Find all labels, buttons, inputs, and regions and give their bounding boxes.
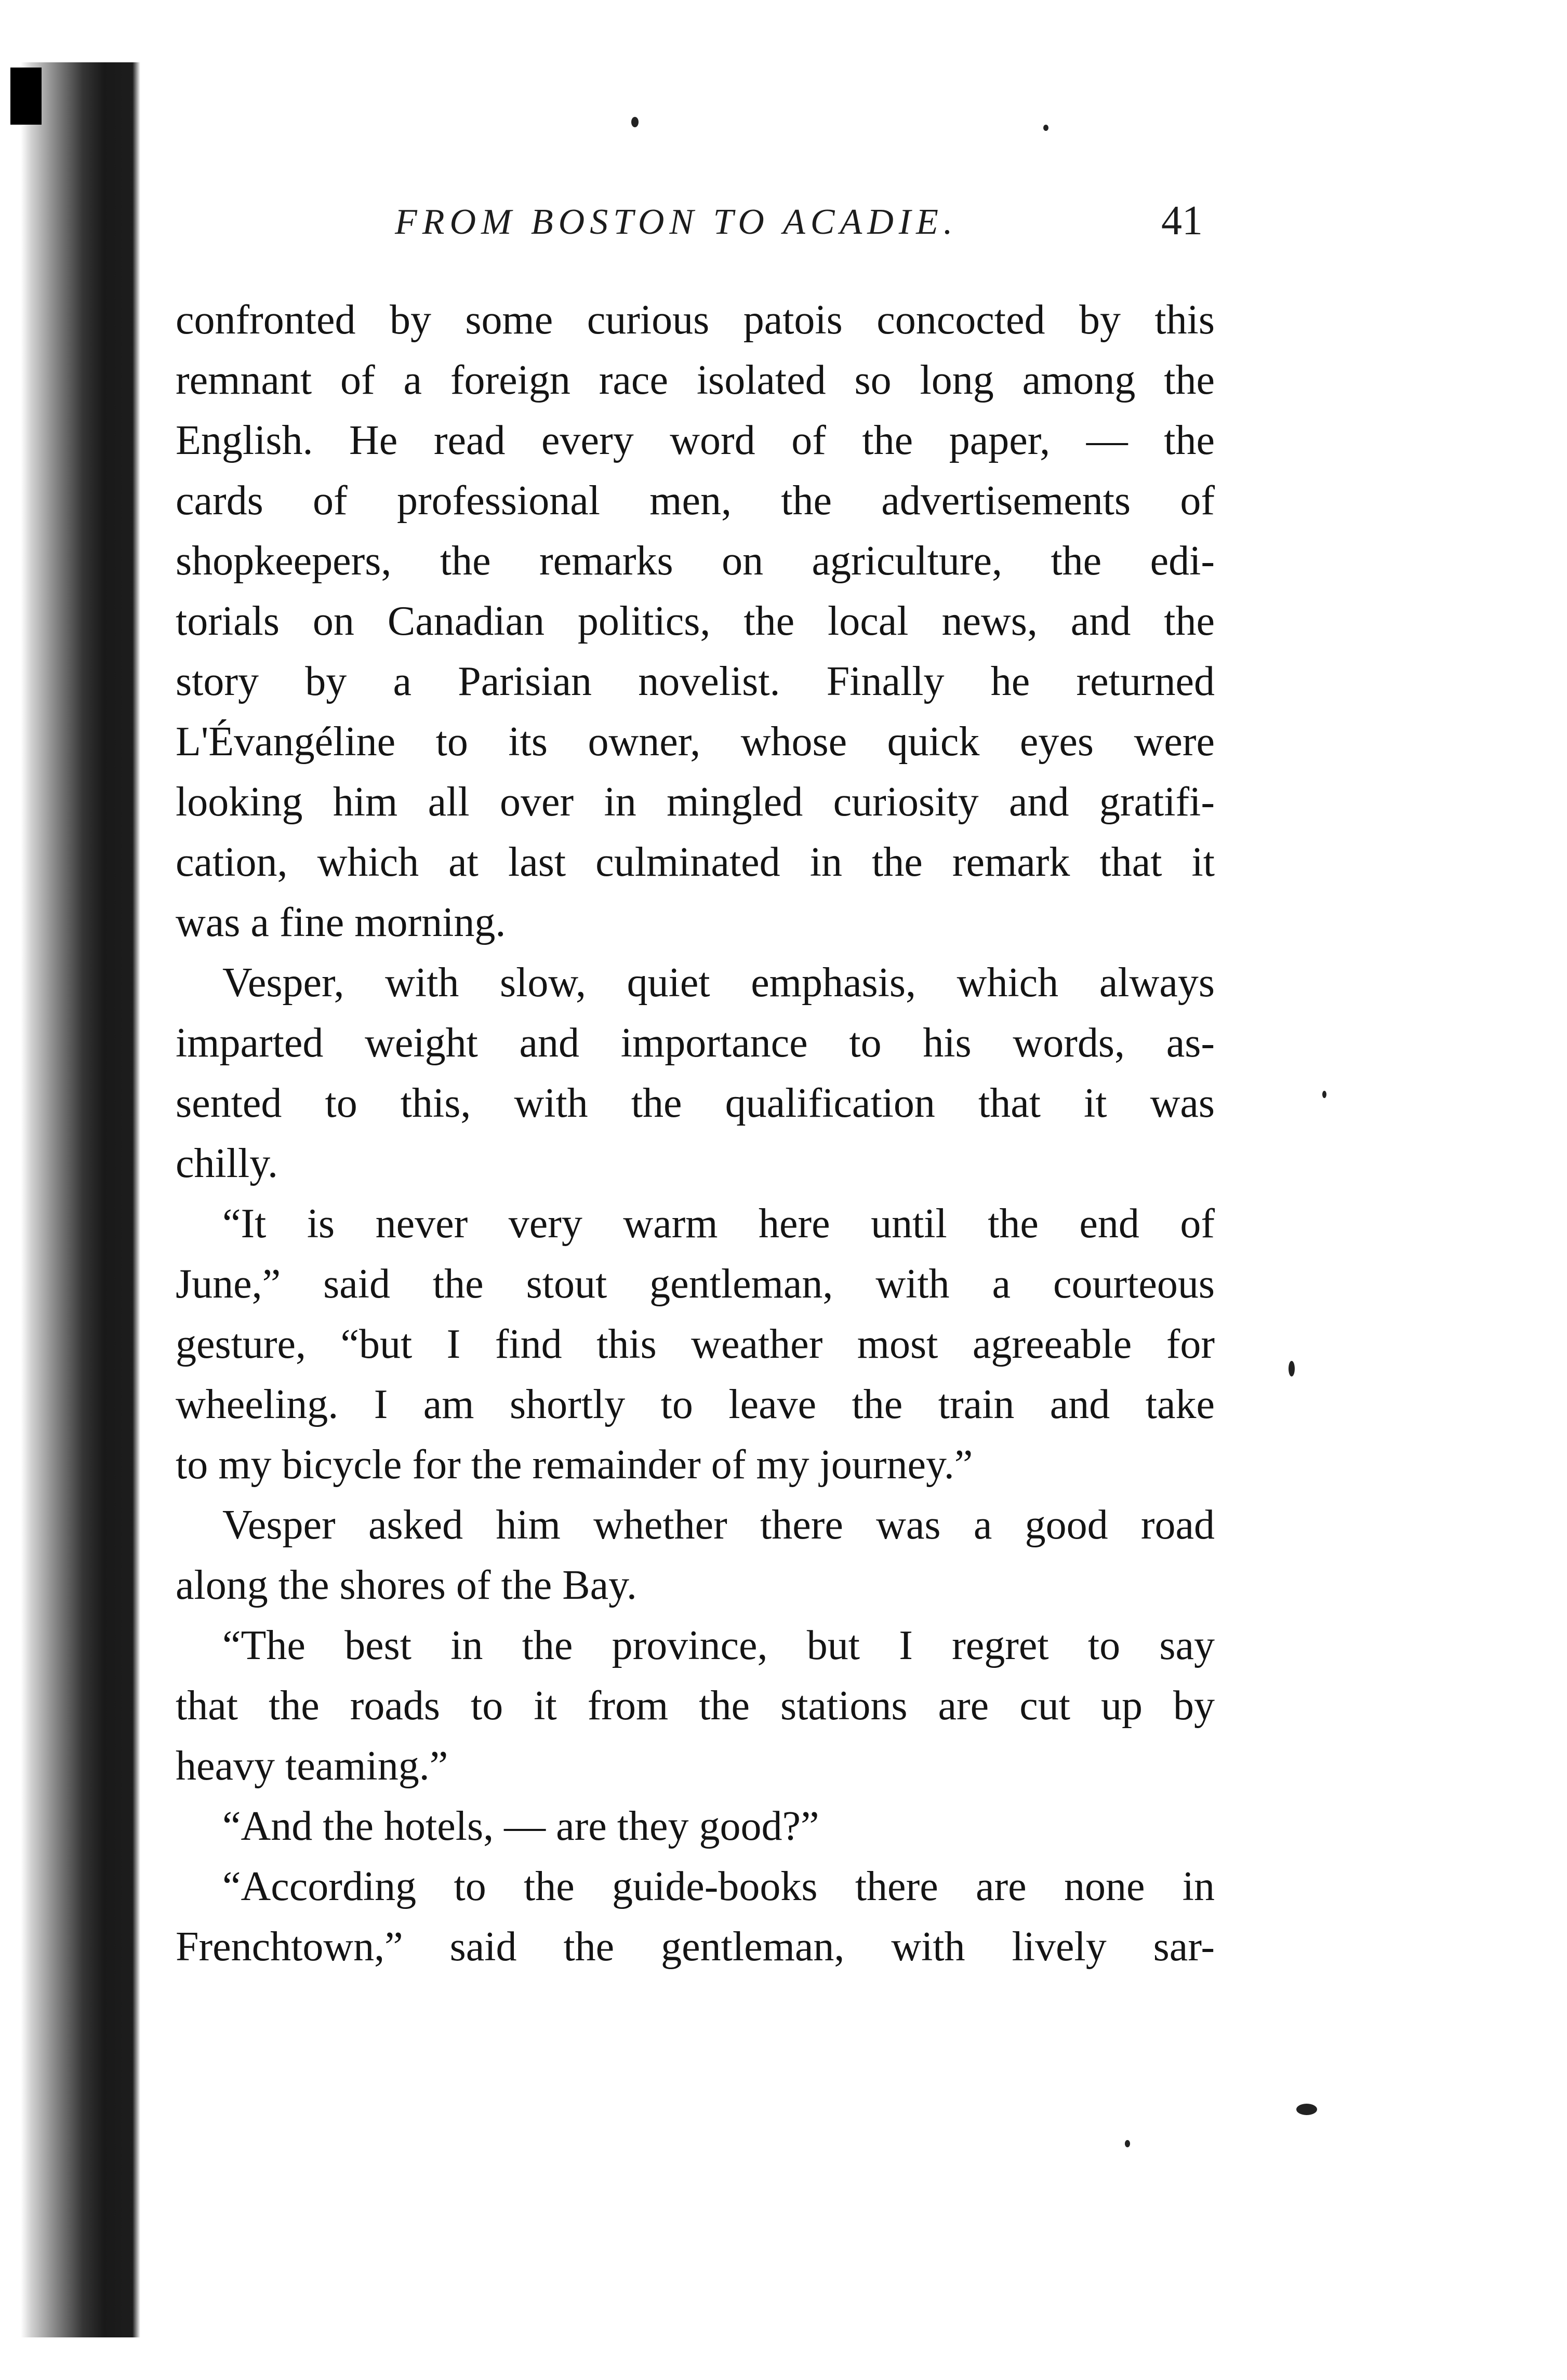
text-line: “The best in the province, but I regret to say [222, 1623, 1215, 1668]
binding-edge-mark [10, 68, 42, 125]
text-line: was a fine morning. [176, 900, 506, 945]
text-line: chilly. [176, 1141, 278, 1186]
text-line: cation, which at last culminated in the remark that it [176, 839, 1215, 885]
scan-speck [1322, 1091, 1326, 1098]
page-number: 41 [1161, 198, 1203, 244]
text-line: imparted weight and importance to his words, as- [176, 1020, 1215, 1066]
text-line: cards of professional men, the advertisements of [176, 478, 1215, 524]
text-line: heavy teaming.” [176, 1743, 448, 1789]
text-line: “According to the guide-books there are none in [222, 1864, 1215, 1909]
text-line: Frenchtown,” said the gentleman, with lively sar- [176, 1924, 1215, 1970]
running-title: FROM BOSTON TO ACADIE. [395, 202, 958, 242]
text-line: remnant of a foreign race isolated so long among the [176, 357, 1215, 403]
text-line: Vesper asked him whether there was a good road [222, 1502, 1215, 1548]
text-line: looking him all over in mingled curiosity and gratifi- [176, 779, 1215, 825]
scan-speck [1296, 2104, 1317, 2115]
scan-speck [631, 117, 639, 127]
text-line: torials on Canadian politics, the local news, and the [176, 598, 1215, 644]
text-line: “And the hotels, — are they good?” [222, 1803, 819, 1849]
text-line: English. He read every word of the paper, — the [176, 418, 1215, 463]
body-text [176, 290, 1215, 1977]
text-line: gesture, “but I find this weather most agreeable for [176, 1321, 1215, 1367]
text-line: June,” said the stout gentleman, with a courteous [176, 1261, 1215, 1307]
scan-speck [1043, 125, 1048, 131]
text-line: sented to this, with the qualification that it was [176, 1080, 1215, 1126]
scan-speck [1125, 2140, 1130, 2147]
text-line: story by a Parisian novelist. Finally he returned [176, 659, 1215, 704]
binding-gutter-shadow [0, 62, 140, 2337]
text-line: that the roads to it from the stations are cut up by [176, 1683, 1215, 1729]
text-line: confronted by some curious patois concocted by this [176, 297, 1215, 343]
text-line: Vesper, with slow, quiet emphasis, which always [222, 960, 1215, 1006]
text-line: to my bicycle for the remainder of my journey.” [176, 1442, 973, 1488]
text-line: wheeling. I am shortly to leave the train and take [176, 1382, 1215, 1427]
scan-speck [1289, 1361, 1295, 1376]
text-line: shopkeepers, the remarks on agriculture, the edi- [176, 538, 1215, 584]
text-line: “It is never very warm here until the end of [222, 1201, 1215, 1247]
text-line: along the shores of the Bay. [176, 1562, 637, 1608]
text-line: L'Évangéline to its owner, whose quick eyes were [176, 719, 1215, 765]
